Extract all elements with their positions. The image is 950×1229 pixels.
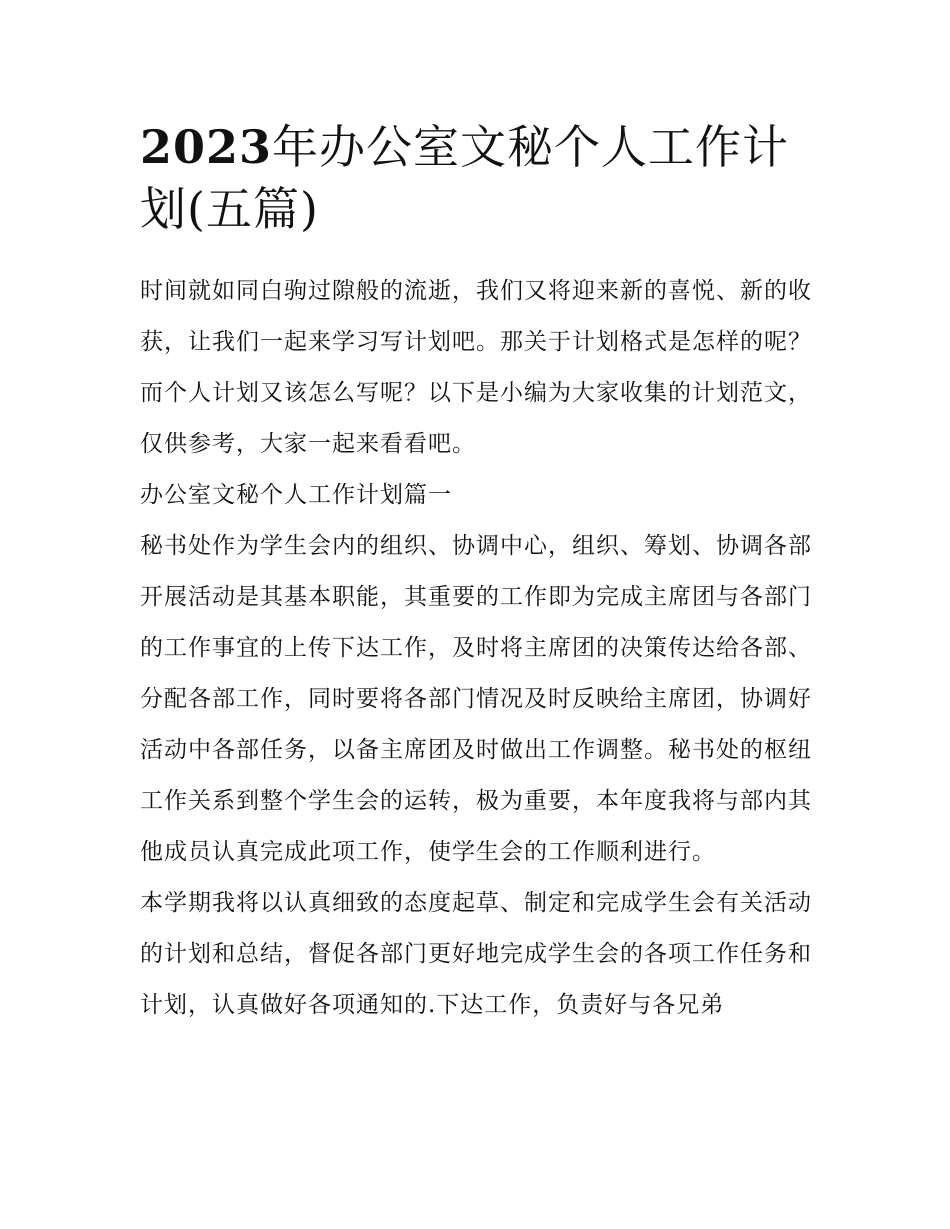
body-paragraph: 本学期我将以认真细致的态度起草、制定和完成学生会有关活动的计划和总结，督促各部门更好地完成学生会的各项工作任务和计划，认真做好各项通知的.下达工作，负责好与各兄弟 xyxy=(140,890,812,1018)
section-heading: 办公室文秘个人工作计划篇一 xyxy=(140,482,452,508)
document-page xyxy=(140,116,812,1031)
document-title xyxy=(140,116,812,240)
intro-paragraph: 时间就如同白驹过隙般的流逝，我们又将迎来新的喜悦、新的收获，让我们一起来学习写计划吧。那关于计划格式是怎样的呢？而个人计划又该怎么写呢？以下是小编为大家收集的计划范文，仅供参考，大家一起来看看吧。 xyxy=(140,278,812,457)
body-paragraph: 秘书处作为学生会内的组织、协调中心，组织、筹划、协调各部开展活动是其基本职能，其重要的工作即为完成主席团与各部门的工作事宜的上传下达工作，及时将主席团的决策传达给各部、分配各部工作，同时要将各部门情况及时反映给主席团，协调好活动中各部任务，以备主席团及时做出工作调整。秘书处的枢纽工作关系到整个学生会的运转，极为重要，本年度我将与部内其他成员认真完成此项工作，使学生会的工作顺利进行。 xyxy=(140,533,812,865)
document-body xyxy=(140,266,812,1031)
title-year: 2023 xyxy=(140,120,273,174)
title-text: 年办公室文秘个人工作计划(五篇) xyxy=(140,120,790,236)
